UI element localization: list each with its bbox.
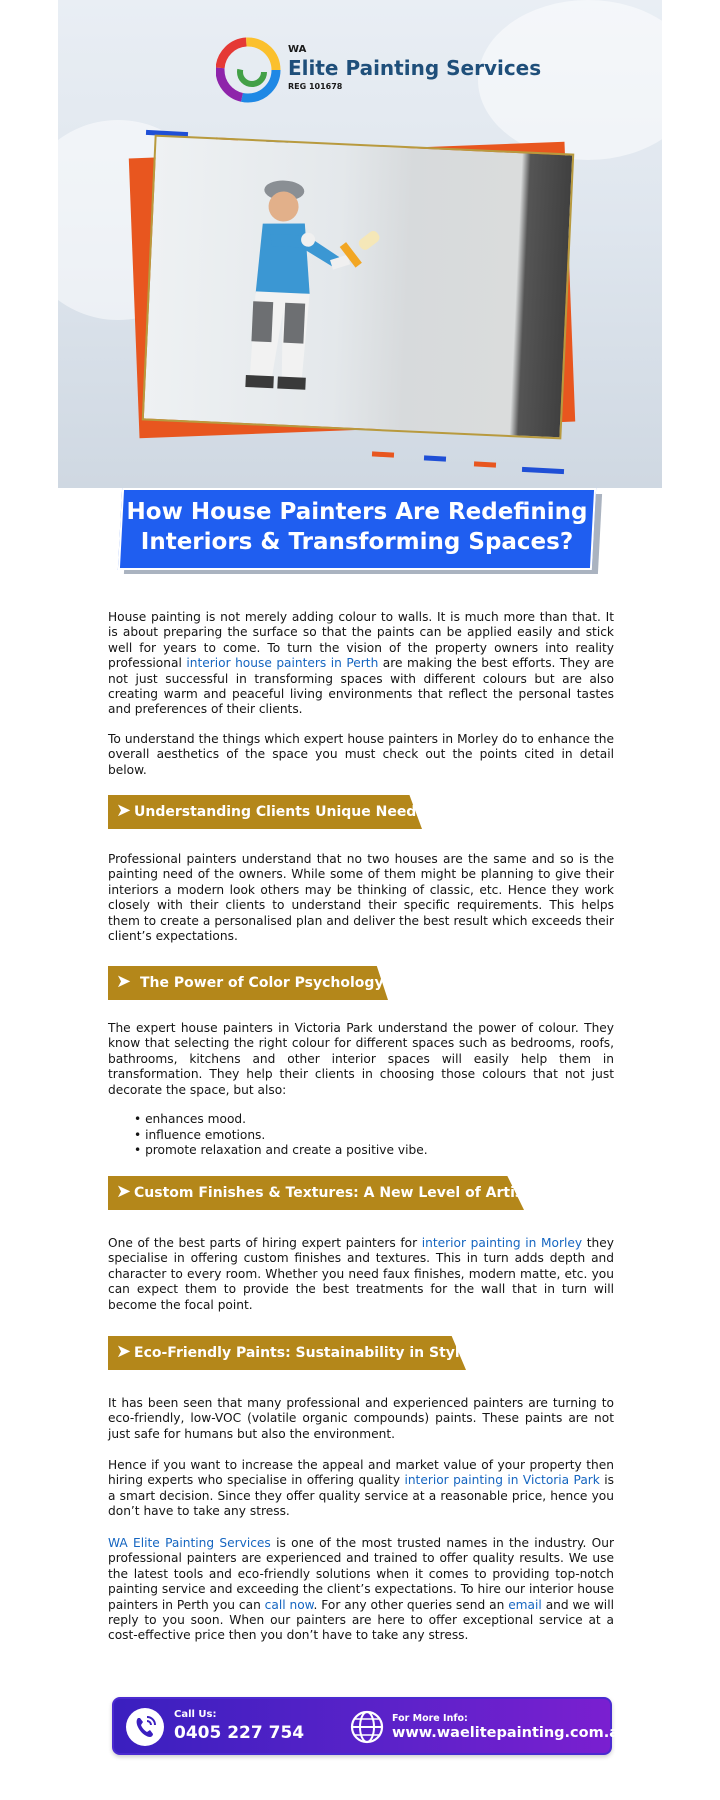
intro-paragraph-2: To understand the things which expert house painters in Morley do to enhance the overall aesthetics of the space you must check out the points cited in detail below. <box>108 732 614 777</box>
closing-paragraph-2 <box>108 1536 614 1644</box>
link-interior-painting-victoria-park[interactable]: interior painting in Victoria Park <box>404 1473 600 1488</box>
section-heading-text: Eco-Friendly Paints: Sustainability in Style <box>134 1345 470 1361</box>
list-item: • enhances mood. <box>134 1112 247 1126</box>
contact-bar <box>112 1697 630 1755</box>
closing-text: . For any other queries send an <box>313 1597 509 1612</box>
link-email[interactable]: email <box>508 1597 542 1612</box>
section-4-body: It has been seen that many professional and experienced painters are turning to eco-friendly, low-VOC (volatile organic compounds) paints. These paints are not just safe for humans but also the environment. <box>108 1396 614 1441</box>
section-heading-text: The Power of Color Psychology <box>140 975 384 991</box>
phone-icon[interactable] <box>126 1708 164 1746</box>
link-call-now[interactable]: call now <box>264 1597 314 1612</box>
closing-paragraph-1 <box>108 1458 614 1520</box>
page-title-line1: How House Painters Are Redefining <box>126 499 588 525</box>
arrow-right-icon: ➤ <box>116 971 132 992</box>
intro-paragraph <box>108 610 614 718</box>
section-heading-1 <box>108 795 425 829</box>
intro-text: are making the best efforts. They are not just successful in transforming spaces with different colours but are also creating warm and peaceful living environments that reflect the personal tastes and preferences of their clients. <box>108 656 614 717</box>
section-heading-4 <box>108 1336 470 1370</box>
section-1-body: Professional painters understand that no two houses are the same and so is the painting need of the owners. While some of them might be planning to give their interiors a modern look others may be thinking of classic, etc. Hence they work closely with their clients to understand their specific requirements. This helps them to create a personalised plan and deliver the best result which exceeds their client’s expectations. <box>108 852 614 944</box>
closing-text: is one of the most trusted names in the industry. Our professional painters are experienced and trained to offer quality results. We use the latest tools and eco-friendly solutions when it comes to providing top-notch painting service and exceeding the client’s expectations. To hire our interior house painters in Perth you can <box>108 1536 614 1612</box>
section-3-text: they specialise in offering custom finishes and textures. This in turn adds depth and character to every room. Whether you need faux finishes, modern matte, etc. you can expect them to provide the best treatments for the wall that in turn will become the focal point. <box>108 1236 614 1312</box>
decorative-dash <box>474 461 496 467</box>
intro-text: House painting is not merely adding colour to walls. It is much more than that. It is about preparing the surface so that the paints can be applied easily and stick well for years to come. To turn the vision of the property owners into reality professional <box>108 610 614 671</box>
section-3-body <box>108 1236 614 1313</box>
section-heading-text: Custom Finishes & Textures: A New Level of Artistry <box>134 1185 546 1201</box>
painter-photo-frame <box>138 130 578 450</box>
page-title-line2: Interiors & Transforming Spaces? <box>140 529 574 555</box>
globe-icon <box>350 1710 384 1744</box>
website-link[interactable]: www.waelitepainting.com.au <box>392 1725 630 1741</box>
section-3-text: One of the best parts of hiring expert painters for <box>108 1236 422 1250</box>
section-heading-2 <box>108 966 388 1000</box>
company-logo[interactable] <box>216 34 542 104</box>
painter-photo <box>142 135 575 440</box>
arrow-right-icon: ➤ <box>116 1181 132 1202</box>
arrow-right-icon: ➤ <box>116 1341 132 1362</box>
link-wa-elite-painting[interactable]: WA Elite Painting Services <box>108 1536 271 1550</box>
arrow-right-icon: ➤ <box>116 800 132 821</box>
section-heading-text: Understanding Clients Unique Needs <box>134 804 425 820</box>
bullet-list <box>134 1112 428 1159</box>
closing-text: is a smart decision. Since they offer quality service at a reasonable price, hence you don’t have to take any stress. <box>108 1473 614 1519</box>
painter-illustration <box>144 137 575 440</box>
decorative-dash <box>372 451 394 457</box>
link-interior-painting-morley[interactable]: interior painting in Morley <box>421 1236 583 1250</box>
logo-registration: REG 101678 <box>288 82 343 91</box>
section-2-body: The expert house painters in Victoria Park understand the power of colour. They know that selecting the right colour for different spaces such as bedrooms, roofs, bathrooms, kitchens and other interior spaces will easily help them in transformation. They help their clients in choosing those colours that not just decorate the space, but also: <box>108 1021 614 1097</box>
call-label: Call Us: <box>174 1709 217 1720</box>
closing-text: Hence if you want to increase the appeal and market value of your property then hiring experts who specialise in offering quality <box>108 1458 614 1488</box>
list-item: • influence emotions. <box>134 1127 266 1142</box>
info-label: For More Info: <box>392 1713 468 1724</box>
phone-number[interactable]: 0405 227 754 <box>174 1723 305 1743</box>
logo-swirl-icon <box>216 34 282 104</box>
list-item: • promote relaxation and create a positive vibe. <box>134 1143 428 1158</box>
logo-name: Elite Painting Services <box>288 56 542 80</box>
decorative-dash <box>424 455 446 461</box>
closing-text: and we will reply to you soon. When our painters are here to offer exceptional service at a cost-effective price then you don’t have to take any stress. <box>108 1597 614 1643</box>
link-interior-house-painters-perth[interactable]: interior house painters in Perth <box>186 656 379 671</box>
logo-prefix: WA <box>288 44 307 55</box>
page-title <box>120 497 594 557</box>
phone-glyph-icon <box>126 1708 164 1746</box>
section-heading-3 <box>108 1176 546 1210</box>
